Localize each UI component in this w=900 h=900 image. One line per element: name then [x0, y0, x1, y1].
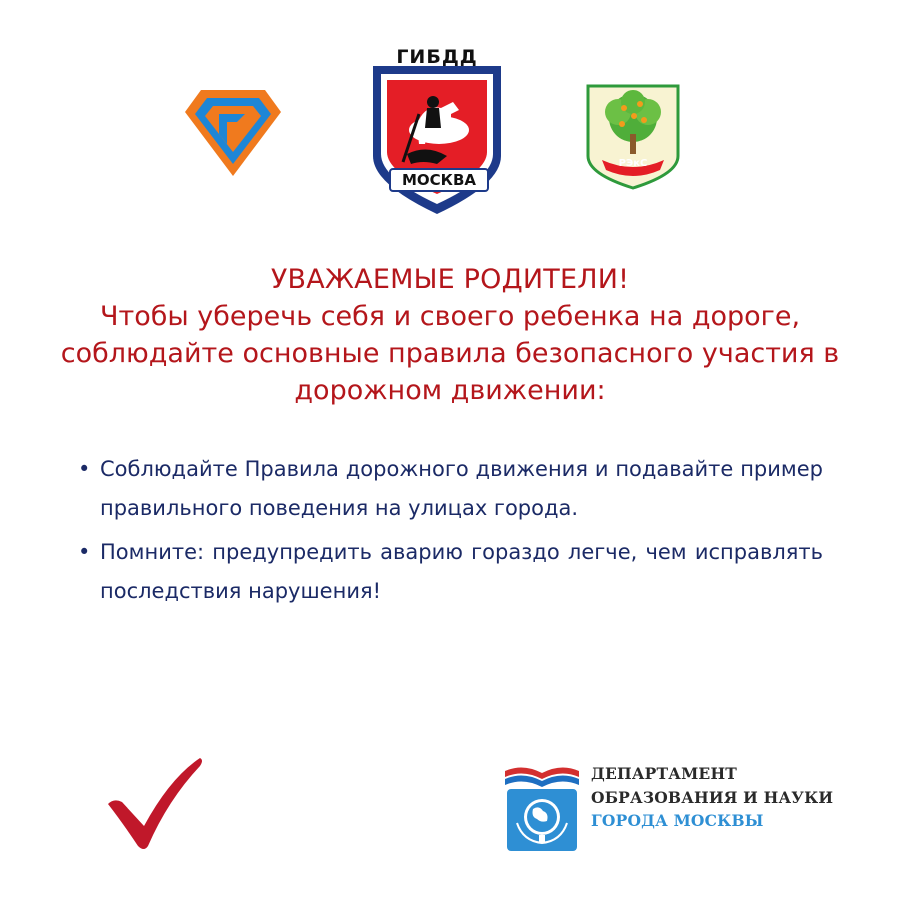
gibdd-bottom-label: МОСКВА	[389, 168, 489, 192]
department-line-3: ГОРОДА МОСКВЫ	[591, 811, 764, 830]
superhero-shield-logo	[183, 86, 283, 178]
department-name	[591, 762, 833, 833]
checkmark-icon	[104, 756, 206, 852]
bullet-dot: •	[78, 457, 91, 481]
reks-label: РЭкС	[618, 158, 648, 169]
gibdd-moscow-emblem	[367, 44, 507, 216]
list-item	[78, 533, 823, 610]
list-item	[78, 450, 823, 527]
appeal-heading	[60, 261, 840, 409]
reks-tree-emblem	[582, 78, 684, 190]
gibdd-top-label: ГИБДД	[396, 46, 478, 68]
list-item-text: Соблюдайте Правила дорожного движения и подавайте пример правильного поведения на улицах города.	[100, 457, 823, 520]
list-item-text: Помните: предупредить аварию гораздо легче, чем исправлять последствия нарушения!	[100, 540, 823, 603]
heading-title: УВАЖАЕМЫЕ РОДИТЕЛИ!	[270, 264, 630, 295]
department-line-1: ДЕПАРТАМЕНТ	[591, 764, 738, 783]
heading-subtitle: Чтобы уберечь себя и своего ребенка на дороге, соблюдайте основные правила безопасного участия в дорожном движении:	[60, 301, 840, 406]
department-line-2: ОБРАЗОВАНИЯ И НАУКИ	[591, 787, 834, 807]
bullet-dot: •	[78, 540, 91, 564]
rules-list	[78, 450, 823, 616]
department-book-globe-emblem	[503, 763, 581, 853]
